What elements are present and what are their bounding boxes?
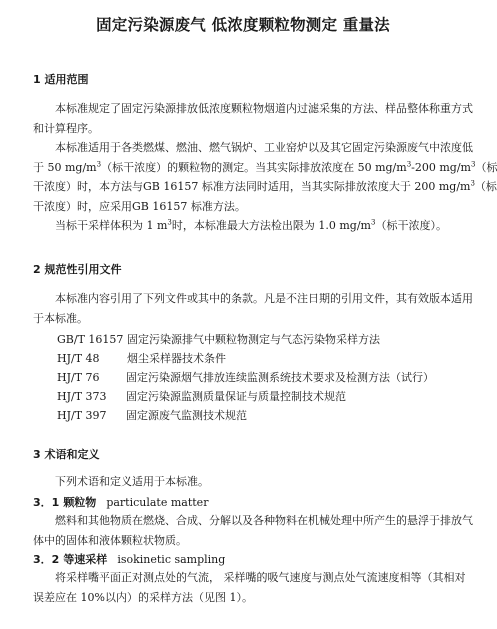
superscript: 3: [167, 218, 172, 227]
reference-name: 固定污染源监测质量保证与质量控制技术规范: [126, 390, 346, 403]
reference-item: [57, 350, 226, 366]
text-run: （标: [475, 160, 497, 174]
text-run: 于 50 mg/m: [33, 160, 97, 174]
text-line: 下列术语和定义适用于本标准。: [55, 475, 209, 488]
term-number: 3．2: [33, 553, 60, 566]
references-intro: [33, 289, 473, 328]
superscript: 3: [371, 218, 376, 227]
term-definition: [33, 568, 466, 607]
reference-item: [57, 407, 247, 423]
term-chinese: 等速采样: [63, 553, 108, 566]
superscript: 3: [406, 159, 412, 168]
text-line: [33, 216, 463, 236]
text-line: [33, 177, 497, 197]
superscript: 3: [470, 179, 475, 188]
text-run: 当标干采样体积为 1 m: [55, 219, 168, 232]
reference-code: HJ/T 48: [57, 352, 100, 365]
reference-code: HJ/T 76: [57, 371, 100, 384]
section-heading-scope: 1 适用范围: [33, 73, 89, 86]
reference-code: HJ/T 397: [57, 409, 107, 422]
scope-paragraph-1: [33, 99, 473, 138]
reference-name: 烟尘采样器技术条件: [127, 352, 226, 365]
text-line: 本标准内容引用了下列文件或其中的条款。凡是不注日期的引用文件，其有效版本适用: [55, 292, 473, 305]
text-line: 本标准规定了固定污染源排放低浓度颗粒物烟道内过滤采集的方法、样品整体称重方式: [55, 102, 473, 115]
text-line: 将采样嘴平面正对测点处的气流， 采样嘴的吸气速度与测点处气流速度相等（其相对: [55, 571, 466, 584]
document-title: 固定污染源废气 低浓度颗粒物测定 重量法: [96, 16, 390, 34]
section-heading-references: 2 规范性引用文件: [33, 263, 122, 276]
text-line: 误差应在 10%以内）的采样方法（见图 1）。: [33, 590, 253, 604]
text-line: 燃料和其他物质在燃烧、合成、分解以及各种物料在机械处理中所产生的悬浮于排放气: [55, 514, 473, 527]
reference-item: [57, 369, 434, 385]
term-english: isokinetic sampling: [117, 553, 226, 566]
scope-paragraph-3: [33, 216, 463, 236]
section-heading-terms: 3 术语和定义: [33, 448, 100, 461]
text-line: 和计算程序。: [33, 121, 99, 135]
text-line: 体中的固体和液体颗粒状物质。: [33, 533, 187, 547]
reference-item: [57, 388, 346, 404]
text-line: 本标准适用于各类燃煤、燃油、燃气锅炉、工业窑炉以及其它固定污染源废气中浓度低: [55, 141, 473, 154]
text-line: 干浓度）时，应采用GB 16157 标准方法。: [33, 199, 246, 213]
text-line: 于本标准。: [33, 311, 88, 325]
term-english: particulate matter: [106, 496, 209, 509]
text-run: 干浓度）时，本方法与GB 16157 标准方法同时适用，当其实际排放浓度大于 200 mg/m: [33, 180, 471, 193]
reference-item: [57, 331, 380, 347]
reference-name: 固定污染源排气中颗粒物测定与气态污染物采样方法: [127, 333, 380, 346]
reference-code: HJ/T 373: [57, 390, 107, 403]
reference-name: 固定污染源烟气排放连续监测系统技术要求及检测方法（试行）: [126, 371, 434, 384]
text-run: （标干浓度）。: [375, 219, 447, 232]
text-run: （标干浓度）的颗粒物的测定。当其实际排放浓度在 50 mg/m: [101, 160, 407, 174]
reference-code: GB/T 16157: [57, 333, 124, 346]
text-run: （标: [474, 180, 497, 193]
term-definition: [33, 511, 473, 550]
reference-name: 固定源废气监测技术规范: [126, 409, 247, 422]
term-chinese: 颗粒物: [63, 496, 97, 509]
text-run: -200 mg/m: [411, 160, 471, 174]
text-run: 时，本标准最大方法检出限为 1.0 mg/m: [171, 219, 371, 232]
term-heading: [33, 551, 225, 567]
superscript: 3: [96, 159, 102, 168]
scope-paragraph-2: [33, 138, 497, 216]
superscript: 3: [470, 159, 476, 168]
terms-intro: [33, 472, 463, 492]
text-line: [33, 158, 497, 178]
term-heading: [33, 494, 208, 510]
term-number: 3．1: [33, 496, 60, 509]
